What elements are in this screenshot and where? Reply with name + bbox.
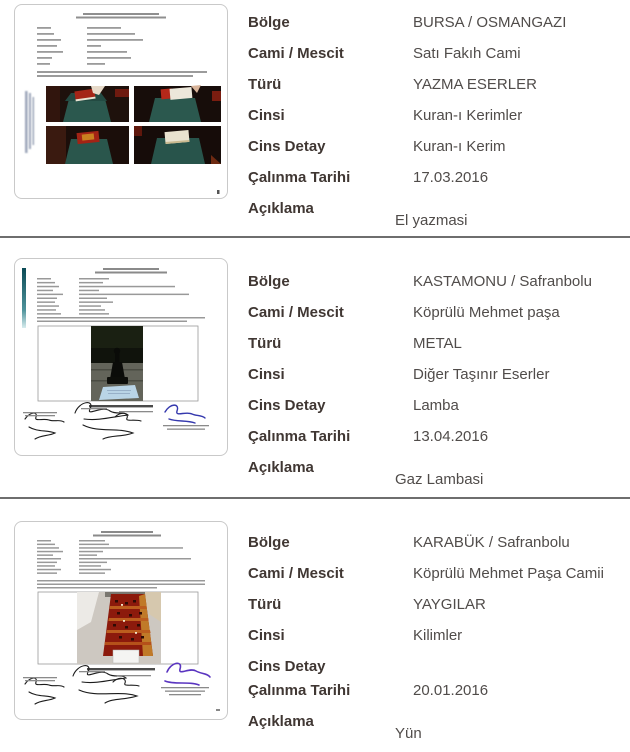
field-label: Cins Detay — [248, 397, 326, 414]
field-label: Bölge — [248, 273, 290, 290]
theft-report-scan-2 — [15, 259, 227, 455]
field-value: BURSA / OSMANGAZI — [413, 14, 567, 31]
document-field-lines — [37, 278, 205, 322]
document-thumbnail-1[interactable] — [14, 4, 228, 199]
field-row-cins-detay — [248, 657, 623, 681]
field-label: Türü — [248, 335, 282, 352]
field-value: Satı Fakıh Cami — [413, 45, 521, 62]
field-value: Köprülü Mehmet Paşa Camii — [413, 565, 604, 582]
field-label: Bölge — [248, 534, 290, 551]
field-value: KARABÜK / Safranbolu — [413, 534, 570, 551]
field-row-turu — [248, 334, 623, 365]
field-value: METAL — [413, 335, 462, 352]
field-value: Lamba — [413, 397, 459, 414]
record-1-fields — [248, 13, 623, 230]
vertical-stamp-mark — [25, 91, 34, 153]
document-header-lines — [76, 13, 166, 19]
field-value: KASTAMONU / Safranbolu — [413, 273, 592, 290]
record-3-fields — [248, 533, 623, 743]
field-label: Açıklama — [248, 200, 314, 217]
record-separator — [0, 236, 630, 238]
field-row-cins-detay — [248, 137, 623, 168]
document-thumbnail-3[interactable] — [14, 521, 228, 720]
signature-purple — [165, 663, 210, 685]
record-2-fields — [248, 272, 623, 489]
field-row-cins-detay — [248, 396, 623, 427]
field-value: YAZMA ESERLER — [413, 76, 537, 93]
field-value: Kilimler — [413, 627, 463, 644]
color-strip — [22, 268, 26, 328]
field-value: Köprülü Mehmet paşa — [413, 304, 560, 321]
field-row-aciklama — [248, 199, 623, 217]
field-row-bolge — [248, 272, 623, 303]
field-value: 13.04.2016 — [413, 428, 489, 445]
field-row-aciklama — [248, 458, 623, 476]
field-row-cinsi — [248, 106, 623, 137]
field-label: Açıklama — [248, 459, 314, 476]
signature-name-lines-right — [163, 425, 209, 430]
photo-caption-line — [87, 668, 155, 670]
field-value: 20.01.2016 — [413, 682, 489, 699]
signature-name-lines — [23, 671, 151, 681]
field-row-calinma-tarihi — [248, 681, 623, 712]
field-value: Kuran-ı Kerim — [413, 138, 506, 155]
field-label: Cami / Mescit — [248, 304, 344, 321]
field-row-turu — [248, 75, 623, 106]
field-label: Türü — [248, 596, 282, 613]
photo-lamp — [91, 326, 143, 401]
field-label: Cins Detay — [248, 138, 326, 155]
description-value: El yazmasi — [395, 212, 468, 229]
field-row-calinma-tarihi — [248, 168, 623, 199]
field-label: Açıklama — [248, 713, 314, 730]
document-header-lines — [95, 268, 167, 274]
theft-report-scan-3 — [15, 522, 227, 719]
field-label: Çalınma Tarihi — [248, 169, 351, 186]
field-label: Cinsi — [248, 107, 285, 124]
field-value: 17.03.2016 — [413, 169, 489, 186]
photo-kilim — [77, 592, 161, 664]
field-label: Türü — [248, 76, 282, 93]
photo-kuran-bottom-right — [134, 126, 221, 164]
field-row-aciklama — [248, 712, 623, 730]
field-row-cinsi — [248, 626, 623, 657]
document-field-lines — [37, 27, 207, 77]
field-label: Cami / Mescit — [248, 565, 344, 582]
record-separator — [0, 497, 630, 499]
field-row-cami — [248, 303, 623, 334]
document-field-lines — [37, 540, 205, 589]
field-label: Cinsi — [248, 366, 285, 383]
photo-kuran-bottom-left — [46, 126, 129, 164]
theft-report-scan-1 — [15, 5, 227, 198]
field-row-cami — [248, 564, 623, 595]
signature-name-lines — [23, 408, 153, 416]
page-number-mark — [216, 709, 220, 711]
field-label: Çalınma Tarihi — [248, 428, 351, 445]
field-row-bolge — [248, 13, 623, 44]
field-label: Cami / Mescit — [248, 45, 344, 62]
description-value: Yün — [395, 725, 422, 742]
photo-kuran-top-right — [134, 85, 221, 122]
signature-name-lines-right — [161, 687, 209, 695]
signature-blue — [165, 405, 205, 423]
photo-caption-line — [89, 405, 153, 407]
field-value: Kuran-ı Kerimler — [413, 107, 523, 124]
page-corner-mark — [217, 190, 220, 194]
field-value: YAYGILAR — [413, 596, 486, 613]
field-row-cinsi — [248, 365, 623, 396]
field-label: Cins Detay — [248, 658, 326, 675]
field-value: Diğer Taşınır Eserler — [413, 366, 550, 383]
document-header-lines — [93, 531, 161, 537]
photo-kuran-top-left — [46, 86, 129, 122]
field-label: Çalınma Tarihi — [248, 682, 351, 699]
document-thumbnail-2[interactable] — [14, 258, 228, 456]
field-row-cami — [248, 44, 623, 75]
field-row-bolge — [248, 533, 623, 564]
field-label: Cinsi — [248, 627, 285, 644]
description-value: Gaz Lambasi — [395, 471, 484, 488]
field-label: Bölge — [248, 14, 290, 31]
field-row-turu — [248, 595, 623, 626]
field-row-calinma-tarihi — [248, 427, 623, 458]
